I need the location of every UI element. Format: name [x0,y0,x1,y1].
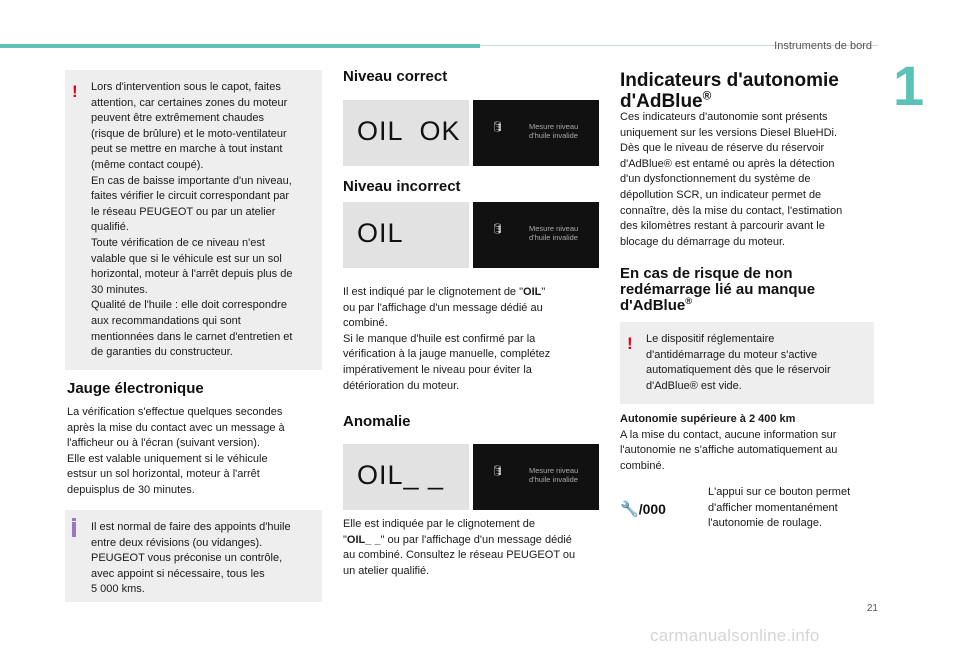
text-line: A la mise du contact, aucune information sur [620,428,837,441]
text-line: peut se mettre en marche à tout instant [91,143,283,156]
text-line: La vérification s'effectue quelques secondes [67,406,283,418]
section-title-no-restart-risk [620,266,815,314]
oil-anomaly-screen [473,444,599,510]
header-accent-bar [0,44,480,48]
text-line: d'AdBlue® est entamé ou après la détection [620,157,835,170]
text-line [343,285,603,301]
screen-message [529,466,578,484]
display-text: OIL [357,218,404,248]
text-run: d'AdBlue [620,297,686,314]
text-line: blocage du démarrage du moteur. [620,235,786,248]
text-line: après la mise du contact avec un message à [67,421,285,434]
text-line: uniquement sur les versions Diesel BlueHDi. [620,126,838,139]
text-run: d'AdBlue [620,91,703,112]
text-line: (même contact coupé). [91,158,204,171]
wrench-icon: 🔧 [620,501,639,518]
text-line: 5 000 kms. [91,583,145,596]
oil-anomaly-display [343,444,469,510]
text-line: ou par l'affichage d'un message dédié au [343,301,543,314]
text-line: aux recommandations qui sont [91,314,241,327]
text-line: entre deux révisions (ou vidanges). [91,536,263,549]
text-line: attention, car certaines zones du moteur [91,96,288,109]
autonomy-paragraph [620,412,875,474]
warning-text [646,332,864,394]
oil-low-display [343,202,469,268]
text-line: qualifié. [91,221,129,234]
display-text: OIL OK [357,116,461,146]
screen-message [529,122,578,140]
text-line: Dès que le niveau de réserve du réservoir [620,142,825,155]
text-line: détérioration du moteur. [343,379,460,392]
text-line: d'un dysfonctionnement du système de [620,173,811,186]
anomaly-paragraph [343,517,605,579]
header-title: Instruments de bord [774,40,872,52]
text-line: un atelier qualifié. [343,564,430,577]
title-line [620,298,815,314]
text-line: horizontal, moteur à l'arrêt depuis plus de [91,268,293,281]
text-line: Il est normal de faire des appoints d'huile [91,521,291,533]
warning-text [91,80,312,361]
oil-ok-screen [473,100,599,166]
title-line: redémarrage lié au manque [620,281,816,298]
engine-hot-warning-box [65,70,322,370]
text-line: Mesure niveau [529,122,579,131]
text-line: de garanties du constructeur. [91,346,233,359]
registered-mark: ® [685,296,693,306]
text-line: Mesure niveau [529,224,579,233]
text-line: combiné. [343,317,388,330]
text-line: Le dispositif réglementaire [646,333,775,345]
text-line: Elle est valable uniquement si le véhicule [67,452,268,465]
watermark: carmanualsonline.info [650,626,820,645]
oil-top-up-info-box [65,510,322,602]
text-line: depuisplus de 30 minutes. [67,483,195,496]
section-title-electronic-gauge: Jauge électronique [67,380,204,397]
oil-can-icon: 🛢 [491,122,504,133]
text-line: impérativement le niveau pour éviter la [343,363,532,376]
text-line: connaître, dès la mise du contact, l'estimation [620,204,843,217]
text-line: l'autonomie ne s'affiche automatiquement au [620,444,838,457]
text-line: (risque de brûlure) et le moto-ventilateur [91,127,287,140]
text-run: " [541,286,546,298]
section-title-anomaly: Anomalie [343,413,411,430]
text-line: estsur un sol horizontal, moteur à l'arrêt [67,468,260,481]
text-line: L'appui sur ce bouton permet [708,486,851,498]
text-line: En cas de baisse importante d'un niveau, [91,174,292,187]
text-run-bold: OIL [523,286,542,298]
text-line: Ces indicateurs d'autonomie sont présents [620,111,828,123]
autonomy-subtitle: Autonomie supérieure à 2 400 km [620,413,796,425]
text-line: d'huile invalide [529,233,578,242]
incorrect-level-paragraph [343,285,603,394]
text-line: dépollution SCR, un indicateur permet de [620,188,822,201]
text-line: d'huile invalide [529,131,578,140]
chapter-number: 1 [893,54,925,117]
text-run-bold: OIL_ _ [346,533,381,546]
text-line: Qualité de l'huile : elle doit correspondre [91,299,287,312]
text-line: avec appoint si nécessaire, tous les [91,567,265,580]
oil-low-screen [473,202,599,268]
info-icon [72,522,76,537]
text-line: d'antidémarrage du moteur s'active [646,348,818,361]
oil-can-icon: 🛢 [491,466,504,477]
oil-can-icon: 🛢 [491,224,504,235]
title-line: Indicateurs d'autonomie [620,70,839,91]
text-line: vérification à la jauge manuelle, complétez [343,348,551,361]
text-line: Si le manque d'huile est confirmé par la [343,332,536,345]
adblue-intro-paragraph [620,110,875,250]
immobilizer-warning-box [620,322,874,404]
display-text: /000 [638,501,666,517]
display-text: OIL_ _ [357,460,445,490]
text-line: d'AdBlue® est vide. [646,379,742,392]
text-line [343,533,605,549]
text-line: l'autonomie de roulage. [708,517,823,530]
text-line: PEUGEOT vous préconise un contrôle, [91,552,283,565]
text-line: d'huile invalide [529,475,578,484]
text-line: des kilomètres restant à parcourir avant le [620,220,825,233]
text-line: valable que si le véhicule est sur un sol [91,252,282,265]
page-number: 21 [866,603,878,614]
registered-mark: ® [702,89,712,103]
wrench-display [620,500,666,518]
text-line: combiné. [620,459,665,472]
text-line: faites vérifier le circuit correspondant par [91,190,290,203]
text-line: Lors d'intervention sous le capot, faites [91,81,281,93]
gauge-paragraph [67,405,322,499]
text-line: Mesure niveau [529,466,579,475]
title-line [620,91,839,112]
oil-ok-display [343,100,469,166]
section-title-correct-level: Niveau correct [343,68,448,85]
title-line: En cas de risque de non [620,265,793,282]
text-line: 30 minutes. [91,283,148,296]
info-text [91,520,312,598]
text-line: Elle est indiquée par le clignotement de [343,518,536,530]
text-run: Il est indiqué par le clignotement de " [343,286,524,298]
screen-message [529,224,578,242]
text-run: " ou par l'affichage d'un message dédié [380,533,572,546]
section-title-adblue-autonomy [620,70,839,112]
text-line: automatiquement dès que le réservoir [646,364,831,377]
text-line: le réseau PEUGEOT ou par un atelier [91,205,276,218]
button-paragraph [708,485,878,532]
text-line: d'afficher momentanément [708,501,838,514]
warning-icon: ! [627,334,633,353]
text-line: au combiné. Consultez le réseau PEUGEOT ou [343,549,576,562]
text-run: " [343,533,347,546]
text-line: Toute vérification de ce niveau n'est [91,236,265,249]
section-title-incorrect-level: Niveau incorrect [343,178,461,195]
text-line: peuvent être extrêmement chaudes [91,112,265,125]
text-line: mentionnées dans le carnet d'entretien et [91,330,293,343]
warning-icon: ! [72,82,78,101]
text-line: l'afficheur ou à l'écran (suivant version). [67,437,260,450]
